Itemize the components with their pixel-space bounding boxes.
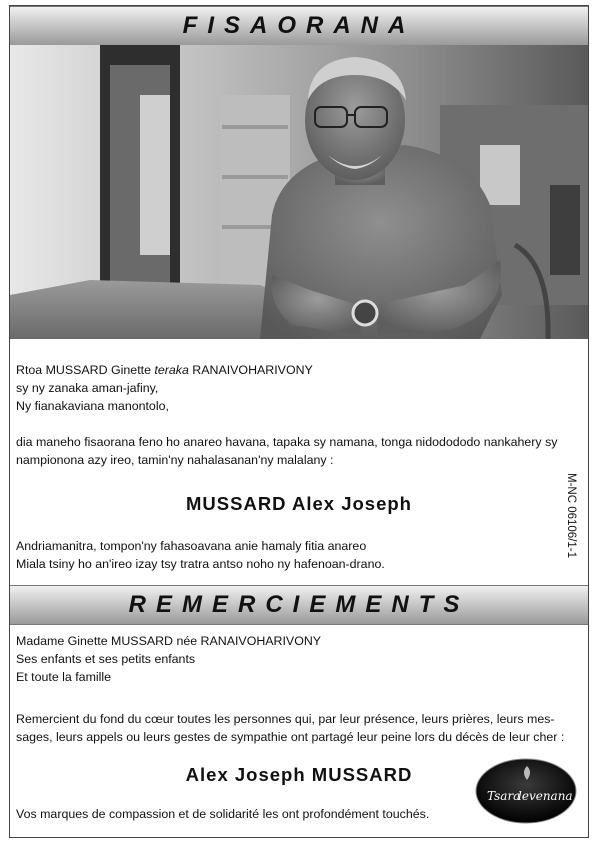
remerciements-closing: Vos marques de compassion et de solidarité les ont profondément touchés. (16, 807, 430, 821)
fisaorana-line-2: sy ny zanaka aman-jafiny, (16, 381, 159, 395)
remerciements-line-2: Ses enfants et ses petits enfants (16, 652, 196, 666)
line1-part-a: Rtoa MUSSARD Ginette (16, 363, 155, 377)
remerciements-para-line-1: Remercient du fond du cœur toutes les personnes qui, par leur présence, leurs prières, leurs mes- (16, 712, 555, 726)
fisaorana-line-3: Ny fianakaviana manontolo, (16, 399, 169, 413)
deceased-name-french: Alex Joseph MUSSARD (185, 764, 413, 785)
fisaorana-line-1 (16, 361, 313, 379)
line1-part-b: RANAIVOHARIVONY (188, 363, 313, 377)
line1-italic: teraka (154, 363, 189, 377)
remerciements-para-line-2: sages, leurs appels ou leurs gestes de sympathie ont partagé leur peine lors du décès de leur cher : (16, 730, 565, 744)
fisaorana-para-line-1: dia maneho fisaorana feno ho anareo havana, tapaka sy namana, tonga nidodododo nankahery sy (16, 435, 558, 449)
deceased-name-malagasy: MUSSARD Alex Joseph (186, 493, 412, 514)
fisaorana-closing-line-1: Andriamanitra, tompon'ny fahasoavana anie hamaly fitia anareo (16, 539, 367, 553)
banner-title: REMERCIEMENTS (128, 591, 470, 618)
remerciements-banner (10, 585, 588, 625)
fisaorana-para-line-2: nampionona azy ireo, tamin'ny nahalasanan'ny malalany : (16, 453, 334, 467)
fisaorana-banner (10, 6, 588, 46)
portrait-photo (10, 45, 588, 339)
tsaralevenana-logo (475, 758, 577, 824)
logo-text-a: Tsara (487, 789, 521, 803)
banner-title: FISAORANA (182, 12, 416, 39)
remerciements-line-1: Madame Ginette MUSSARD née RANAIVOHARIVONY (16, 634, 322, 648)
remerciements-line-3: Et toute la famille (16, 670, 112, 684)
portrait-illustration (10, 45, 588, 339)
logo-text-b: levenana (518, 789, 573, 803)
fisaorana-closing-line-2: Miala tsiny ho an'ireo izay tsy tratra antso noho ny hafenoan-drano. (16, 557, 385, 571)
reference-code: M-NC 06106/1-1 (565, 473, 577, 559)
